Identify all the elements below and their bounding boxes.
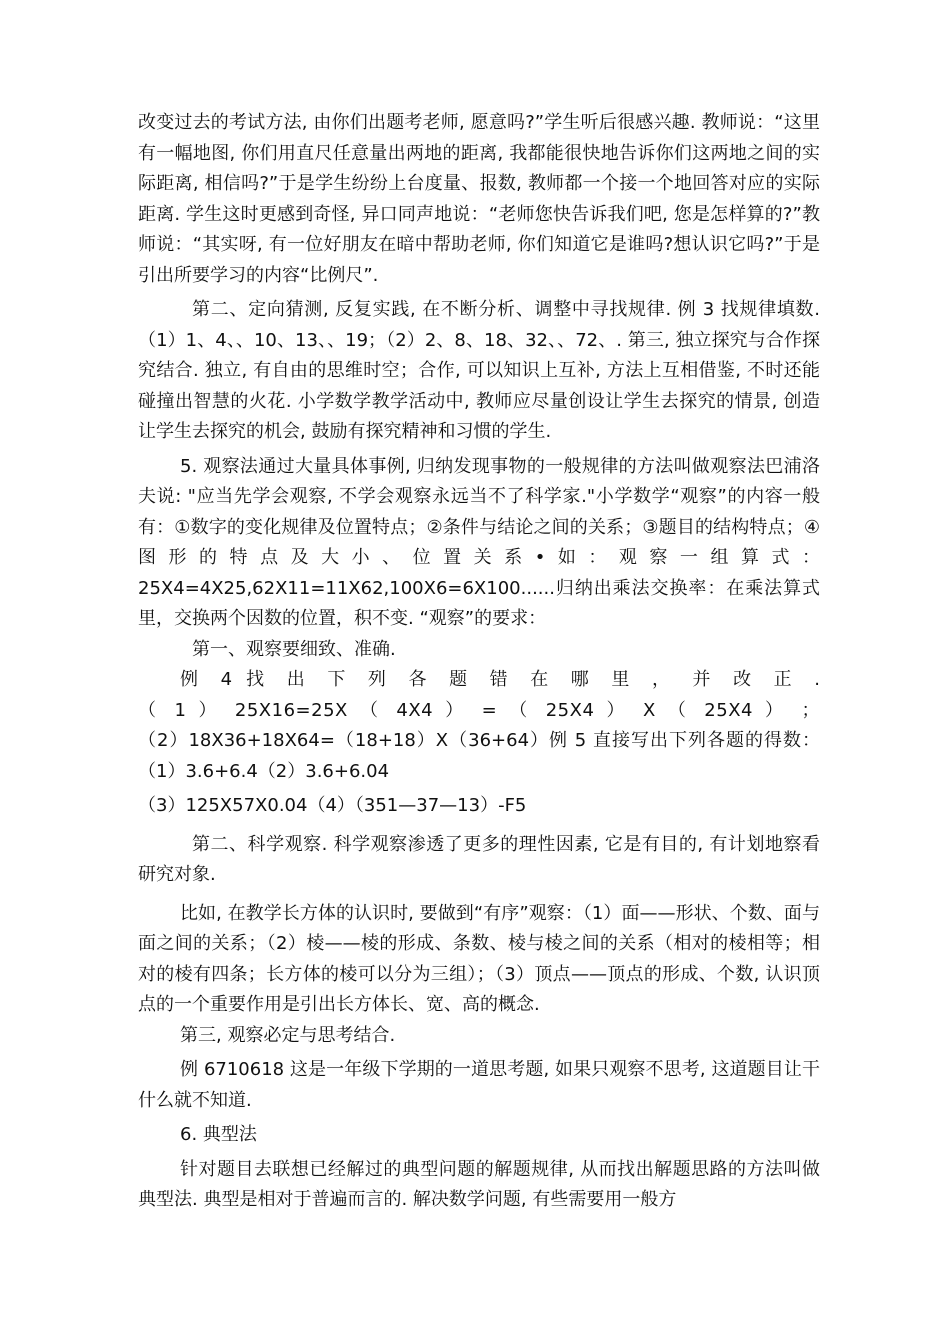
paragraph-example-6: 例 6710618 这是一年级下学期的一道思考题, 如果只观察不思考, 这道题目让干什么就不知道. [138, 1059, 820, 1111]
paragraph-scientific-observation: 第二、科学观察. 科学观察渗透了更多的理性因素, 它是有目的, 有计划地察看研究对象. [138, 833, 820, 885]
paragraph-observe-and-think: 第三, 观察必定与思考结合. [180, 1024, 396, 1046]
paragraph-pattern-guessing: 第二、定向猜测, 反复实践, 在不断分析、调整中寻找规律. 例 3 找规律填数. （1）1、4、、10、13、、19；（2）2、8、18、32、、72、. 第三, 独立探究与合作探究结合. 独立, 有自由的思维时空；合作, 可以知识上互补, 方法上互相借鉴, 不时还能碰撞出智慧的火花. 小学数学教学活动中, 教师应尽量创设让学生去探究的情景, 创造让学生去探究的机会, 鼓励有探究精神和习惯的学生. [138, 299, 820, 442]
paragraph-scale-story: 改变过去的考试方法, 由你们出题考老师, 愿意吗?”学生听后很感兴趣. 教师说：“这里有一幅地图, 你们用直尺任意量出两地的距离, 我都能很快地告诉你们这两地之间的实际距离, 相信吗?”于是学生纷纷上台度量、报数, 教师都一个接一个地回答对应的实际距离. 学生这时更感到奇怪, 异口同声地说：“老师您快告诉我们吧, 您是怎样算的?”教师说：“其实呀, 有一位好朋友在暗中帮助老师, 你们知道它是谁吗?想认识它吗?”于是引出所要学习的内容“比例尺”. [138, 112, 820, 286]
paragraph-observation-method: 5. 观察法通过大量具体事例, 归纳发现事物的一般规律的方法叫做观察法巴浦洛夫说: "应当先学会观察, 不学会观察永远当不了科学家."小学数学“观察”的内容一般有：①数字的变化规律及位置特点；②条件与结论之间的关系；③题目的结构特点；④图形的特点及大小、位置关系•如：观察一组算式：25X4=4X25,62X11=11X62,100X6=6X100......归纳出乘法交换率：在乘法算式里，交换两个因数的位置，积不变. “观察”的要求： [138, 455, 820, 629]
paragraph-example-4-heading: 例 4 找 出 下 列 各 题 错 在 哪 里 ， 并 改 正 . [180, 669, 820, 690]
paragraph-example-5-items: （3）125X57X0.04（4）（351—37—13）-F5 [138, 795, 527, 816]
paragraph-example-4-item-1: （ 1 ） 25X16=25X （ 4X4 ） = （ 25X4 ） X （ 25X4 ） ； [138, 699, 820, 721]
section-heading-typical-method: 6. 典型法 [180, 1124, 257, 1145]
paragraph-observe-carefully: 第一、观察要细致、准确. [192, 638, 396, 660]
paragraph-typical-method: 针对题目去联想已经解过的典型问题的解题规律, 从而找出解题思路的方法叫做典型法. 典型是相对于普遍而言的. 解决数学问题, 有些需要用一般方 [138, 1158, 820, 1210]
document-body [138, 108, 820, 1216]
paragraph-example-4-item-2: （2）18X36+18X64=（18+18）X（36+64）例 5 直接写出下列各题的得数：（1）3.6+6.4（2）3.6+6.04 [138, 730, 820, 782]
paragraph-cuboid-example: 比如, 在教学长方体的认识时, 要做到“有序”观察：（1）面——形状、个数、面与面之间的关系；（2）棱——棱的形成、条数、棱与棱之间的关系（相对的棱相等；相对的棱有四条；长方体的棱可以分为三组）；（3）顶点——顶点的形成、个数, 认识顶点的一个重要作用是引出长方体长、宽、高的概念. [138, 902, 820, 1015]
